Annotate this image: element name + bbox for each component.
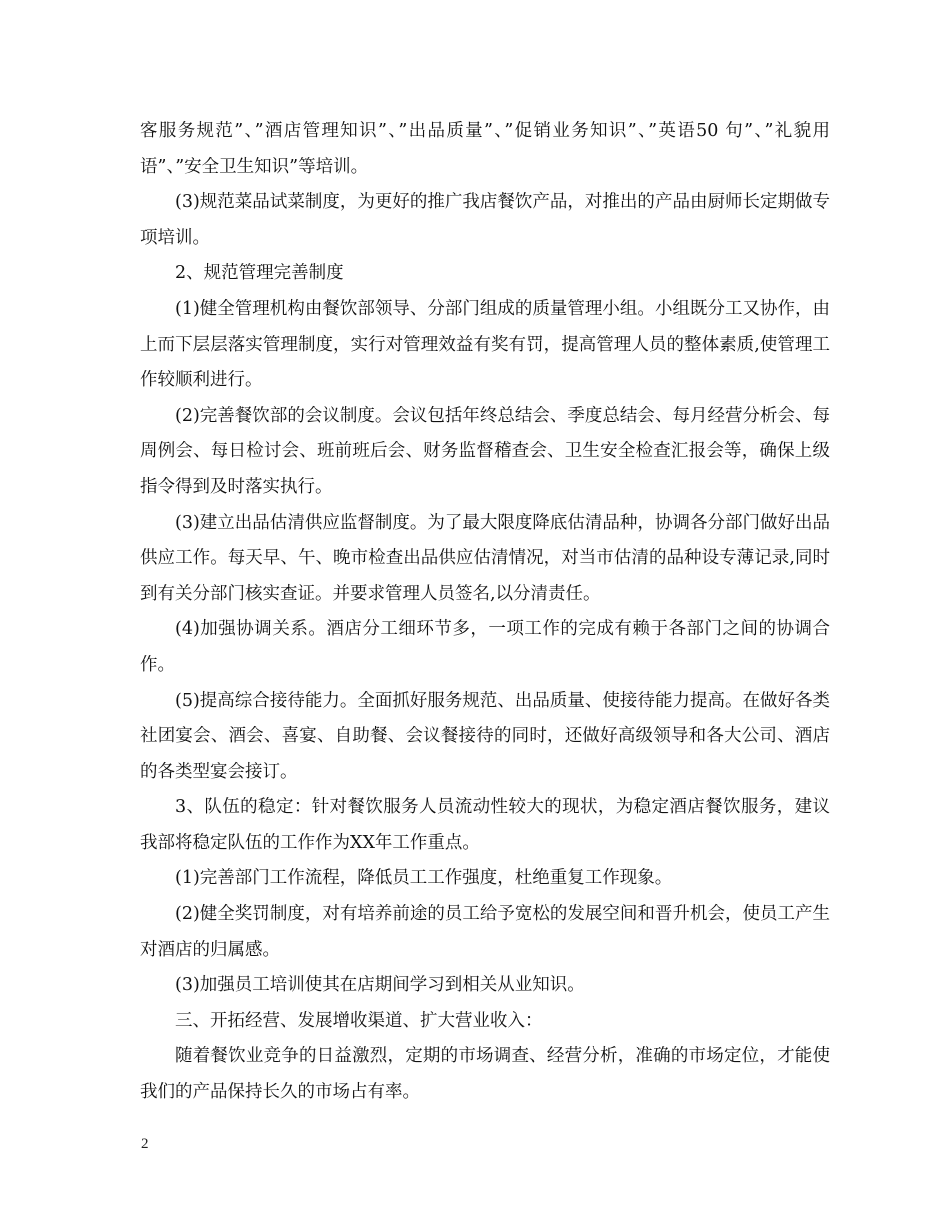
paragraph-item-3-supply-supervision: (3)建立出品估清供应监督制度。为了最大限度降底估清品种，协调各分部门做好出品供应工作。每天早、午、晚市检查出品供应估清情况，对当市估清的品种设专薄记录,同时到有关分部门核实查证。并要求管理人员签名,以分清责任。	[140, 512, 830, 604]
document-body	[140, 114, 830, 1111]
section-heading-management-system: 2、规范管理完善制度	[175, 263, 344, 284]
paragraph-continued-training-list: 客服务规范”、”酒店管理知识”、”出品质量”、”促销业务知识”、”英语50 句”、”礼貌用语”、”安全卫生知识”等培训。	[140, 121, 830, 177]
page-number: 2	[141, 1136, 149, 1152]
paragraph-team-item-3: (3)加强员工培训使其在店期间学习到相关从业知识。	[175, 975, 585, 996]
paragraph-item-5-reception-capacity: (5)提高综合接待能力。全面抓好服务规范、出品质量、使接待能力提高。在做好各类社团宴会、酒会、喜宴、自助餐、会议餐接待的同时，还做好高级领导和各大公司、酒店的各类型宴会接订。	[140, 690, 830, 782]
section-heading-expand-business: 三、开拓经营、发展增收渠道、扩大营业收入：	[175, 1010, 543, 1031]
paragraph-team-item-2: (2)健全奖罚制度，对有培养前途的员工给予宽松的发展空间和晋升机会，使员工产生对酒店的归属感。	[140, 904, 830, 960]
paragraph-item-3-dish-trial: (3)规范菜品试菜制度，为更好的推广我店餐饮产品，对推出的产品由厨师长定期做专项培训。	[140, 192, 830, 248]
section-heading-team-stability: 3、队伍的稳定：针对餐饮服务人员流动性较大的现状，为稳定酒店餐饮服务，建议我部将稳定队伍的工作作为XX年工作重点。	[140, 797, 830, 853]
paragraph-item-1-management-body: (1)健全管理机构由餐饮部领导、分部门组成的质量管理小组。小组既分工又协作，由上而下层层落实管理制度，实行对管理效益有奖有罚，提高管理人员的整体素质,使管理工作较顺利进行。	[140, 298, 830, 391]
paragraph-item-2-meeting-system: (2)完善餐饮部的会议制度。会议包括年终总结会、季度总结会、每月经营分析会、每周例会、每日检讨会、班前班后会、财务监督稽查会、卫生安全检查汇报会等，确保上级指令得到及时落实执行。	[140, 405, 830, 497]
paragraph-item-4-coordination: (4)加强协调关系。酒店分工细环节多，一项工作的完成有赖于各部门之间的协调合作。	[140, 619, 830, 675]
paragraph-market-analysis: 随着餐饮业竞争的日益激烈，定期的市场调查、经营分析，准确的市场定位，才能使我们的产品保持长久的市场占有率。	[140, 1046, 830, 1103]
paragraph-team-item-1: (1)完善部门工作流程，降低员工工作强度，杜绝重复工作现象。	[175, 868, 673, 889]
